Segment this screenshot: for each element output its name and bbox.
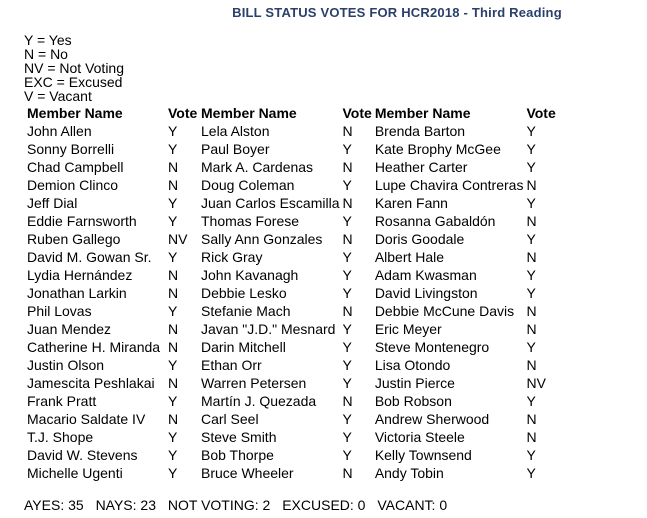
member-vote: Y <box>342 375 352 391</box>
member-vote: Y <box>342 357 352 373</box>
table-row <box>24 356 556 374</box>
table-row <box>24 320 556 338</box>
member-vote: Y <box>342 429 352 445</box>
member-name: Jeff Dial <box>27 195 78 211</box>
vote-legend <box>24 33 124 103</box>
table-row <box>24 266 556 284</box>
member-vote: Y <box>342 213 352 229</box>
member-vote: Y <box>342 141 352 157</box>
member-name: Kelly Townsend <box>374 447 472 463</box>
member-name: Carl Seel <box>201 411 259 427</box>
member-name-header: Member Name <box>201 105 297 121</box>
nays-total: NAYS: 23 <box>95 497 156 513</box>
member-vote: Y <box>168 249 178 265</box>
member-name: Catherine H. Miranda <box>27 339 161 355</box>
member-name: Karen Fann <box>374 195 448 211</box>
table-row <box>24 140 556 158</box>
member-vote: N <box>168 267 179 283</box>
member-vote: Y <box>526 195 536 211</box>
table-row <box>24 230 556 248</box>
member-name: Ethan Orr <box>201 357 262 373</box>
member-vote: Y <box>342 177 352 193</box>
member-vote: N <box>168 177 179 193</box>
legend-vacant: V = Vacant <box>24 88 92 104</box>
member-name: Jonathan Larkin <box>27 285 127 301</box>
member-vote: NV <box>168 231 188 247</box>
member-vote: NV <box>526 375 546 391</box>
member-name: Steve Montenegro <box>374 339 490 355</box>
member-vote: N <box>526 303 537 319</box>
member-name: Lupe Chavira Contreras <box>374 177 524 193</box>
table-row <box>24 374 556 392</box>
member-vote: Y <box>342 249 352 265</box>
member-name-header: Member Name <box>27 105 123 121</box>
table-row <box>24 158 556 176</box>
member-name: Justin Olson <box>27 357 105 373</box>
member-vote: N <box>342 123 353 139</box>
member-vote: Y <box>168 393 178 409</box>
member-name: Javan "J.D." Mesnard <box>201 321 336 337</box>
member-vote: N <box>342 195 353 211</box>
member-name: Michelle Ugenti <box>27 465 123 481</box>
member-vote: N <box>168 411 179 427</box>
member-vote: Y <box>526 285 536 301</box>
member-vote: Y <box>342 339 352 355</box>
member-name: Darin Mitchell <box>201 339 286 355</box>
vote-header: Vote <box>168 105 198 121</box>
member-vote: Y <box>526 159 536 175</box>
member-name: Jamescita Peshlakai <box>27 375 155 391</box>
member-name: Andy Tobin <box>374 465 444 481</box>
member-vote: Y <box>526 141 536 157</box>
member-name: Paul Boyer <box>201 141 270 157</box>
member-vote: Y <box>168 357 178 373</box>
member-vote: Y <box>342 321 352 337</box>
member-name: David W. Stevens <box>27 447 138 463</box>
legend-excused: EXC = Excused <box>24 74 123 90</box>
member-name: Macario Saldate IV <box>27 411 146 427</box>
member-name: Rick Gray <box>201 249 263 265</box>
table-row <box>24 284 556 302</box>
member-name: Chad Campbell <box>27 159 124 175</box>
member-name: Phil Lovas <box>27 303 92 319</box>
member-vote: Y <box>168 123 178 139</box>
member-vote: N <box>168 339 179 355</box>
member-vote: Y <box>168 303 178 319</box>
member-vote: N <box>526 213 537 229</box>
member-name: David M. Gowan Sr. <box>27 249 152 265</box>
member-vote: Y <box>526 447 536 463</box>
vacant-total: VACANT: 0 <box>377 497 448 513</box>
table-row <box>24 122 556 140</box>
member-name: Eddie Farnsworth <box>27 213 137 229</box>
member-name: Debbie McCune Davis <box>374 303 515 319</box>
member-name: Frank Pratt <box>27 393 97 409</box>
member-vote: Y <box>342 285 352 301</box>
legend-no: N = No <box>24 46 68 62</box>
member-vote: Y <box>526 339 536 355</box>
page-title: BILL STATUS VOTES FOR HCR2018 - Third Reading <box>232 5 562 20</box>
member-name: Sally Ann Gonzales <box>201 231 323 247</box>
member-vote: N <box>526 321 537 337</box>
member-vote: N <box>342 231 353 247</box>
member-name: Lydia Hernández <box>27 267 133 283</box>
vote-header: Vote <box>342 105 372 121</box>
member-name: Demion Clinco <box>27 177 119 193</box>
member-name: Lela Alston <box>201 123 270 139</box>
member-vote: N <box>342 159 353 175</box>
member-name: Steve Smith <box>201 429 277 445</box>
table-row <box>24 464 556 482</box>
member-name: Adam Kwasman <box>374 267 477 283</box>
member-vote: Y <box>526 267 536 283</box>
member-name: John Kavanagh <box>201 267 299 283</box>
member-vote: Y <box>168 465 178 481</box>
member-name: Andrew Sherwood <box>374 411 490 427</box>
member-name: Thomas Forese <box>201 213 300 229</box>
member-name: Warren Petersen <box>201 375 307 391</box>
not-voting-total: NOT VOTING: 2 <box>167 497 271 513</box>
table-row <box>24 410 556 428</box>
member-vote: N <box>526 429 537 445</box>
member-name: Martín J. Quezada <box>201 393 317 409</box>
votes-table <box>24 104 556 482</box>
member-vote: Y <box>342 447 352 463</box>
member-name: John Allen <box>27 123 92 139</box>
member-name: Bob Thorpe <box>201 447 274 463</box>
table-row <box>24 446 556 464</box>
member-name: Doris Goodale <box>374 231 465 247</box>
table-row <box>24 392 556 410</box>
member-vote: N <box>526 249 537 265</box>
member-vote: N <box>526 357 537 373</box>
member-vote: Y <box>342 267 352 283</box>
member-vote: N <box>342 393 353 409</box>
excused-total: EXCUSED: 0 <box>282 497 366 513</box>
member-name: Doug Coleman <box>201 177 295 193</box>
member-name: Sonny Borrelli <box>27 141 115 157</box>
member-name: Victoria Steele <box>374 429 465 445</box>
vote-totals <box>24 497 455 513</box>
member-name: Justin Pierce <box>374 375 455 391</box>
member-name: Rosanna Gabaldón <box>374 213 496 229</box>
member-name: Lisa Otondo <box>374 357 451 373</box>
member-vote: N <box>526 411 537 427</box>
member-vote: Y <box>168 213 178 229</box>
table-row <box>24 176 556 194</box>
member-vote: Y <box>168 447 178 463</box>
member-vote: Y <box>342 411 352 427</box>
member-name: Debbie Lesko <box>201 285 287 301</box>
member-vote: Y <box>526 123 536 139</box>
member-name: T.J. Shope <box>27 429 94 445</box>
vote-header: Vote <box>526 105 556 121</box>
member-name: Mark A. Cardenas <box>201 159 314 175</box>
member-vote: Y <box>526 231 536 247</box>
member-name: Eric Meyer <box>374 321 442 337</box>
member-vote: Y <box>168 141 178 157</box>
table-row <box>24 212 556 230</box>
member-name: Albert Hale <box>374 249 445 265</box>
member-name: Bruce Wheeler <box>201 465 294 481</box>
member-vote: N <box>168 375 179 391</box>
member-vote: N <box>168 285 179 301</box>
legend-not-voting: NV = Not Voting <box>24 60 125 76</box>
member-vote: N <box>168 321 179 337</box>
member-name-header: Member Name <box>374 105 471 121</box>
member-vote: Y <box>168 195 178 211</box>
member-name: Ruben Gallego <box>27 231 121 247</box>
member-vote: Y <box>526 393 536 409</box>
table-row <box>24 248 556 266</box>
member-name: Stefanie Mach <box>201 303 291 319</box>
member-vote: Y <box>526 465 536 481</box>
table-header-row <box>24 104 556 122</box>
member-vote: N <box>526 177 537 193</box>
member-name: Bob Robson <box>374 393 452 409</box>
member-name: Juan Carlos Escamilla <box>201 195 340 211</box>
member-vote: Y <box>168 429 178 445</box>
member-name: Juan Mendez <box>27 321 112 337</box>
member-vote: N <box>168 159 179 175</box>
member-name: Heather Carter <box>374 159 468 175</box>
member-vote: N <box>342 303 353 319</box>
table-row <box>24 428 556 446</box>
legend-yes: Y = Yes <box>24 32 72 48</box>
table-row <box>24 302 556 320</box>
table-row <box>24 338 556 356</box>
member-name: Brenda Barton <box>374 123 466 139</box>
member-name: Kate Brophy McGee <box>374 141 501 157</box>
member-name: David Livingston <box>374 285 478 301</box>
table-row <box>24 194 556 212</box>
member-vote: N <box>342 465 353 481</box>
ayes-total: AYES: 35 <box>24 497 84 513</box>
